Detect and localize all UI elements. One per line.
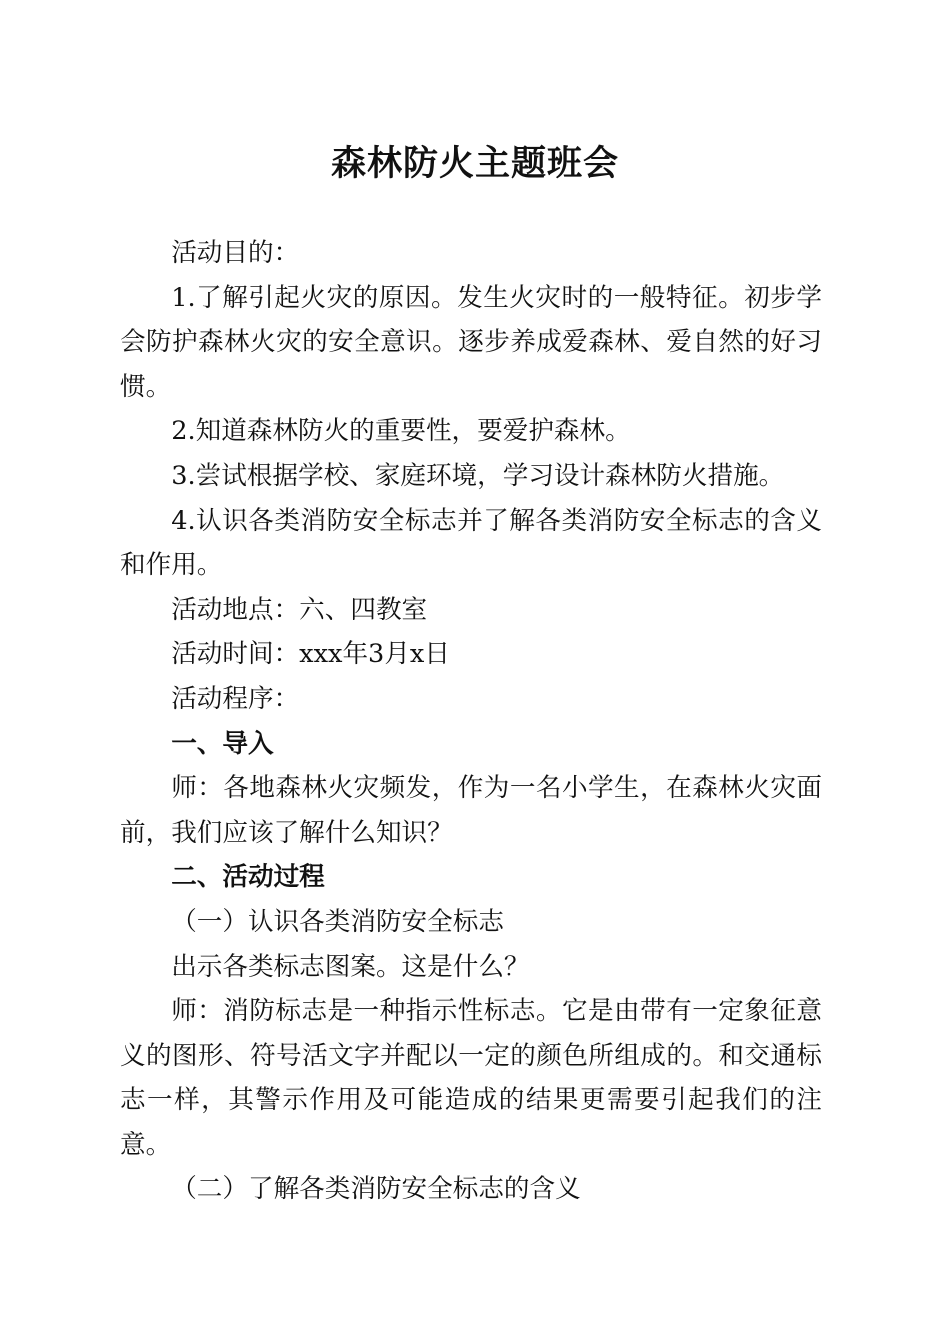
paragraph: （一）认识各类消防安全标志 — [171, 906, 504, 937]
paragraph: 师：各地森林火灾频发，作为一名小学生，在森林火灾面前，我们应该了解什么知识？ — [120, 773, 822, 848]
section-heading: 二、活动过程 — [171, 862, 325, 893]
paragraph: 活动程序： — [171, 683, 300, 714]
document-body — [120, 231, 822, 1212]
paragraph: 4.认识各类消防安全标志并了解各类消防安全标志的含义和作用。 — [120, 505, 822, 581]
paragraph: 活动目的： — [171, 238, 300, 268]
document-title: 森林防火主题班会 — [330, 143, 619, 184]
paragraph: （二）了解各类消防安全标志的含义 — [171, 1174, 581, 1205]
paragraph: 出示各类标志图案。这是什么？ — [171, 951, 530, 982]
paragraph: 活动时间：xxx年3月x日 — [171, 639, 450, 670]
section-heading: 一、导入 — [171, 728, 274, 759]
paragraph: 3.尝试根据学校、家庭环境，学习设计森林防火措施。 — [171, 460, 785, 491]
paragraph: 1.了解引起火灾的原因。发生火灾时的一般特征。初步学会防护森林火灾的安全意识。逐步养成爱森林、爱自然的好习惯。 — [120, 282, 822, 402]
paragraph: 活动地点：六、四教室 — [171, 594, 428, 625]
paragraph: 师：消防标志是一种指示性标志。它是由带有一定象征意义的图形、符号活文字并配以一定的颜色所组成的。和交通标志一样，其警示作用及可能造成的结果更需要引起我们的注意。 — [120, 996, 822, 1160]
paragraph: 2.知道森林防火的重要性，要爱护森林。 — [171, 416, 631, 447]
